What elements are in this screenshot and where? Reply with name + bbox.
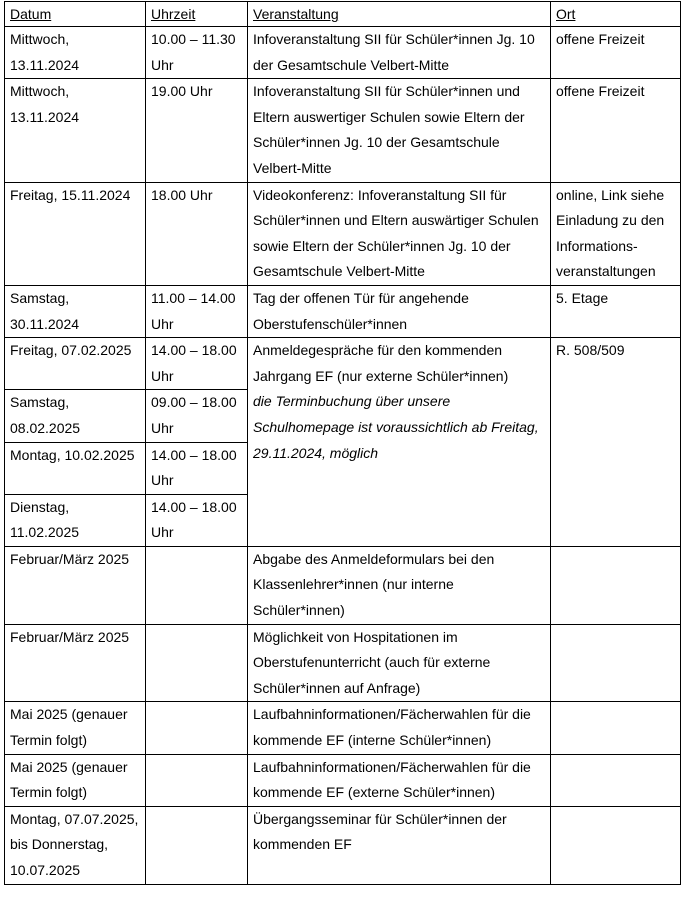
cell-veranstaltung-anmeldung [248, 338, 551, 547]
table-row [5, 338, 681, 390]
header-row [5, 2, 681, 27]
cell-veranstaltung: Möglichkeit von Hospitationen im Oberstufenunterricht (auch für externe Schüler*innen auf Anfrage) [248, 624, 551, 702]
cell-ort: R. 508/509 [551, 338, 681, 547]
header-ort: Ort [551, 2, 681, 27]
cell-ort: online, Link siehe Einladung zu den Informations-veranstaltungen [551, 182, 681, 285]
schedule-table [4, 1, 681, 885]
table-row [5, 546, 681, 624]
cell-veranstaltung: Abgabe des Anmeldeformulars bei den Klassenlehrer*innen (nur interne Schüler*innen) [248, 546, 551, 624]
cell-ort: offene Freizeit [551, 79, 681, 182]
anmeldung-text: Anmeldegespräche für den kommenden Jahrgang EF (nur externe Schüler*innen) [253, 342, 509, 384]
cell-uhrzeit: 14.00 – 18.00 Uhr [146, 442, 248, 494]
cell-veranstaltung: Infoveranstaltung SII für Schüler*innen und Eltern auswertiger Schulen sowie Eltern der Schüler*innen Jg. 10 der Gesamtschule Velbert-Mitte [248, 79, 551, 182]
cell-ort [551, 702, 681, 754]
table-row [5, 806, 681, 884]
terminbuchung-note: die Terminbuchung über unsere Schulhomepage ist voraussichtlich ab Freitag, 29.11.2024, möglich [253, 393, 539, 461]
cell-uhrzeit: 09.00 – 18.00 Uhr [146, 390, 248, 442]
table-row [5, 79, 681, 182]
table-row [5, 702, 681, 754]
cell-uhrzeit: 11.00 – 14.00 Uhr [146, 285, 248, 337]
cell-datum: Mai 2025 (genauer Termin folgt) [5, 702, 146, 754]
cell-datum: Mittwoch, 13.11.2024 [5, 79, 146, 182]
cell-datum: Mittwoch, 13.11.2024 [5, 27, 146, 79]
cell-datum: Freitag, 07.02.2025 [5, 338, 146, 390]
cell-datum: Samstag, 08.02.2025 [5, 390, 146, 442]
cell-ort [551, 624, 681, 702]
cell-uhrzeit [146, 806, 248, 884]
cell-veranstaltung: Infoveranstaltung SII für Schüler*innen Jg. 10 der Gesamtschule Velbert-Mitte [248, 27, 551, 79]
cell-uhrzeit: 14.00 – 18.00 Uhr [146, 494, 248, 546]
cell-datum: Dienstag, 11.02.2025 [5, 494, 146, 546]
cell-ort [551, 546, 681, 624]
cell-veranstaltung: Tag der offenen Tür für angehende Oberstufenschüler*innen [248, 285, 551, 337]
header-uhrzeit: Uhrzeit [146, 2, 248, 27]
cell-datum: Mai 2025 (genauer Termin folgt) [5, 754, 146, 806]
cell-uhrzeit [146, 624, 248, 702]
cell-datum: Februar/März 2025 [5, 624, 146, 702]
cell-uhrzeit: 10.00 – 11.30 Uhr [146, 27, 248, 79]
table-row [5, 182, 681, 285]
header-veranstaltung: Veranstaltung [248, 2, 551, 27]
cell-veranstaltung: Laufbahninformationen/Fächerwahlen für die kommende EF (interne Schüler*innen) [248, 702, 551, 754]
cell-ort [551, 806, 681, 884]
cell-uhrzeit [146, 546, 248, 624]
cell-uhrzeit: 19.00 Uhr [146, 79, 248, 182]
table-row [5, 27, 681, 79]
cell-uhrzeit [146, 702, 248, 754]
cell-ort [551, 754, 681, 806]
table-row [5, 285, 681, 337]
table-row [5, 624, 681, 702]
cell-datum: Februar/März 2025 [5, 546, 146, 624]
cell-uhrzeit [146, 754, 248, 806]
cell-ort: 5. Etage [551, 285, 681, 337]
cell-uhrzeit: 14.00 – 18.00 Uhr [146, 338, 248, 390]
cell-veranstaltung: Übergangsseminar für Schüler*innen der kommenden EF [248, 806, 551, 884]
cell-uhrzeit: 18.00 Uhr [146, 182, 248, 285]
cell-datum: Montag, 07.07.2025, bis Donnerstag, 10.07.2025 [5, 806, 146, 884]
cell-datum: Samstag, 30.11.2024 [5, 285, 146, 337]
header-datum: Datum [5, 2, 146, 27]
cell-datum: Freitag, 15.11.2024 [5, 182, 146, 285]
cell-ort: offene Freizeit [551, 27, 681, 79]
table-row [5, 754, 681, 806]
cell-veranstaltung: Videokonferenz: Infoveranstaltung SII für Schüler*innen und Eltern auswärtiger Schulen sowie Eltern der Schüler*innen Jg. 10 der Gesamtschule Velbert-Mitte [248, 182, 551, 285]
cell-datum: Montag, 10.02.2025 [5, 442, 146, 494]
cell-veranstaltung: Laufbahninformationen/Fächerwahlen für die kommende EF (externe Schüler*innen) [248, 754, 551, 806]
